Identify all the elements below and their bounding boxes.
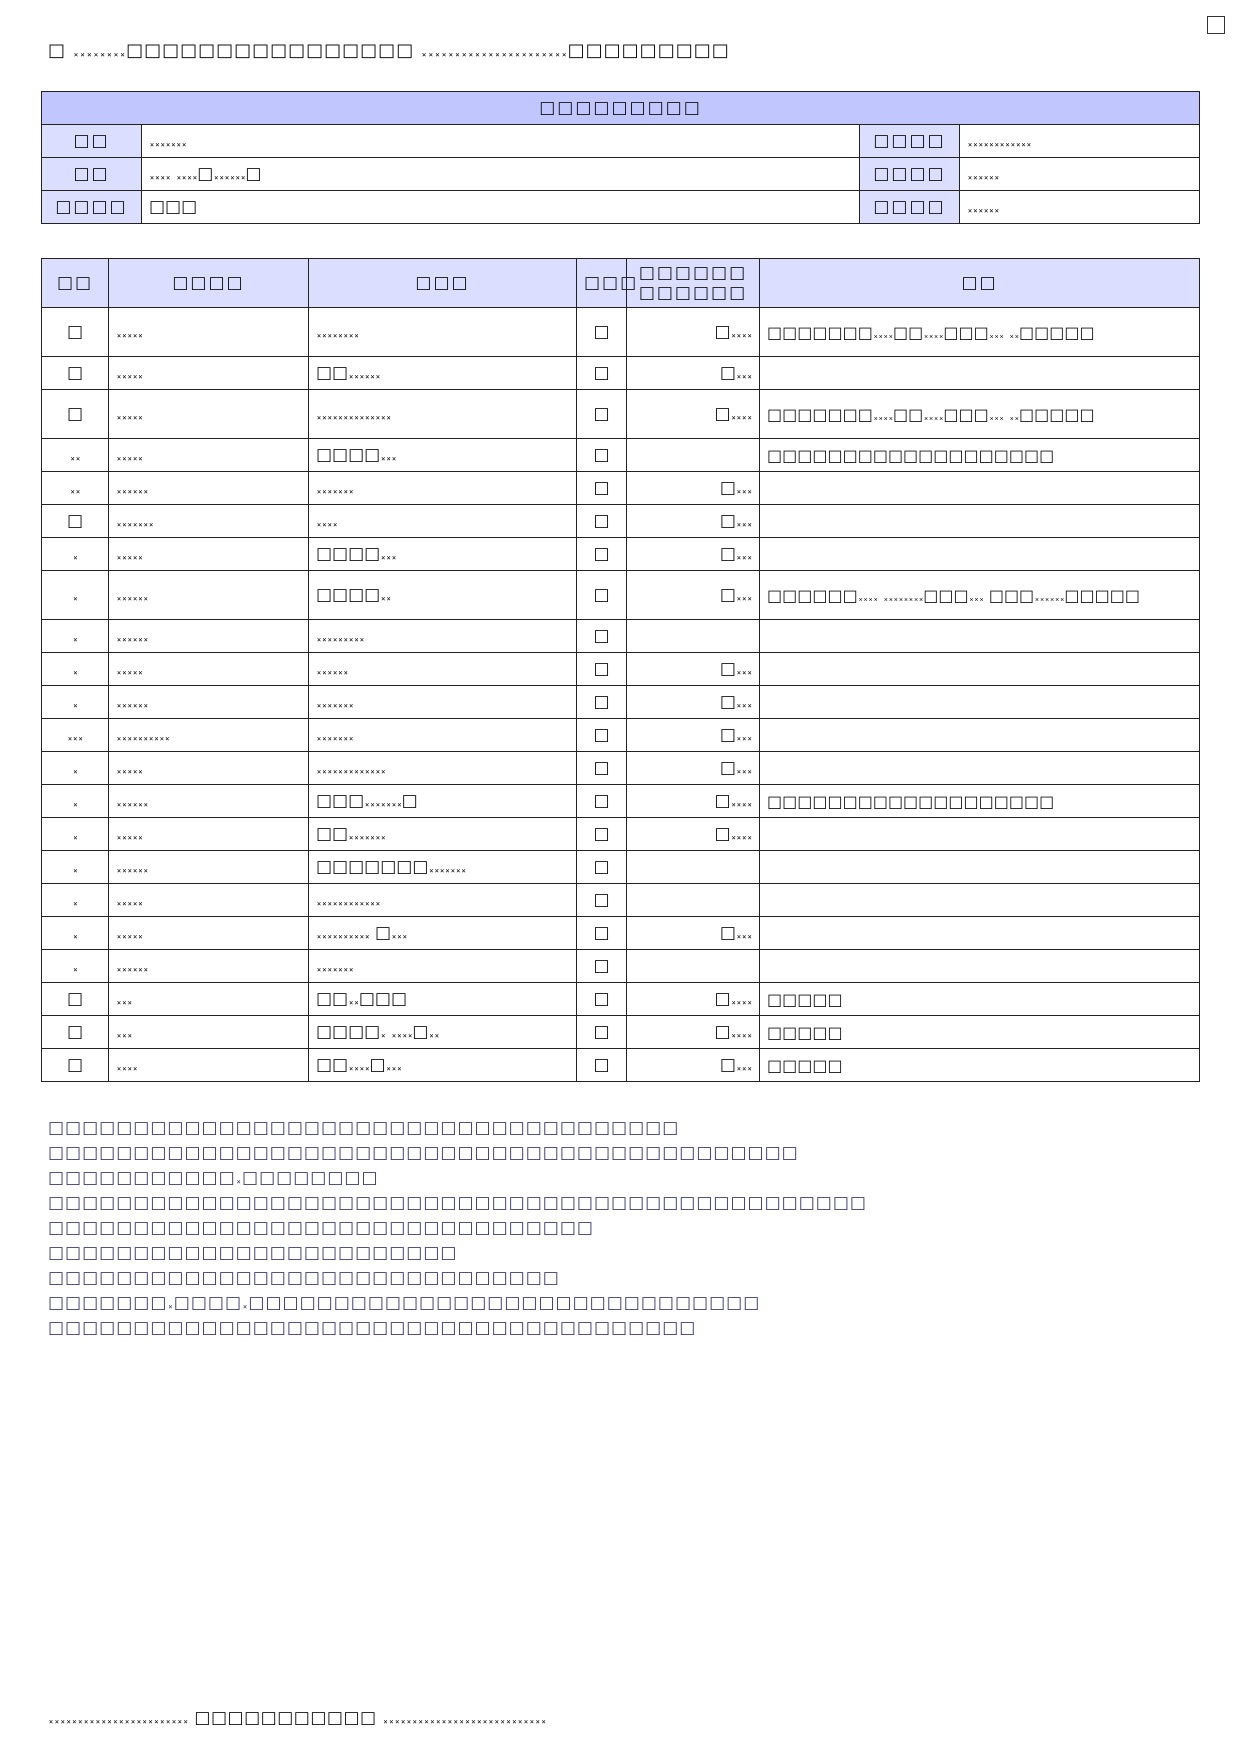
item-quantity: □	[577, 686, 627, 719]
item-code: 𝅃𝅃𝅃𝅃𝅃𝅃	[109, 851, 309, 884]
item-quantity: □	[577, 390, 627, 439]
item-name: 𝅃𝅃𝅃𝅃𝅃𝅃𝅃	[309, 472, 577, 505]
item-name: 𝅃𝅃𝅃𝅃𝅃𝅃𝅃𝅃𝅃	[309, 620, 577, 653]
item-quantity: □	[577, 653, 627, 686]
item-amount	[627, 884, 760, 917]
table-row	[42, 851, 1200, 884]
table-row	[42, 950, 1200, 983]
table-row	[42, 884, 1200, 917]
item-name: □□□□□□□𝅃𝅃𝅃𝅃𝅃𝅃𝅃	[309, 851, 577, 884]
item-name: □□□𝅃𝅃𝅃𝅃𝅃𝅃𝅃□	[309, 785, 577, 818]
item-code: 𝅃𝅃𝅃𝅃𝅃	[109, 538, 309, 571]
item-note	[760, 357, 1200, 390]
table-row	[42, 308, 1200, 357]
note-line: □□□□□□□□□□□□□□□□□□□□□□□□□□□□□□□□	[48, 1218, 594, 1238]
table-row	[42, 538, 1200, 571]
corner-mark	[1207, 16, 1225, 34]
row-number: 𝅃	[42, 538, 109, 571]
item-name: 𝅃𝅃𝅃𝅃𝅃𝅃𝅃𝅃𝅃𝅃 □𝅃𝅃𝅃	[309, 917, 577, 950]
table-row	[42, 472, 1200, 505]
item-note	[760, 620, 1200, 653]
item-quantity: □	[577, 571, 627, 620]
item-code: 𝅃𝅃𝅃𝅃𝅃	[109, 917, 309, 950]
column-header: □□□	[577, 259, 627, 308]
items-table	[41, 258, 1200, 1082]
item-amount: □𝅃𝅃𝅃𝅃	[627, 785, 760, 818]
item-amount: □𝅃𝅃𝅃𝅃	[627, 983, 760, 1016]
row-number: 𝅃𝅃	[42, 472, 109, 505]
item-code: 𝅃𝅃𝅃𝅃	[109, 1049, 309, 1082]
item-note: □□□□□	[760, 1016, 1200, 1049]
info-value: □□□	[142, 191, 860, 224]
row-number: □	[42, 308, 109, 357]
item-note: □□□□□	[760, 1049, 1200, 1082]
item-note	[760, 950, 1200, 983]
item-amount: □𝅃𝅃𝅃𝅃	[627, 1016, 760, 1049]
table-row	[42, 983, 1200, 1016]
item-quantity: □	[577, 917, 627, 950]
item-code: 𝅃𝅃𝅃𝅃𝅃	[109, 357, 309, 390]
column-header: □□	[42, 259, 109, 308]
item-note	[760, 818, 1200, 851]
item-amount: □𝅃𝅃𝅃	[627, 917, 760, 950]
row-number: 𝅃	[42, 653, 109, 686]
info-label: □□□□	[860, 125, 960, 158]
table-row	[42, 719, 1200, 752]
item-amount: □𝅃𝅃𝅃	[627, 1049, 760, 1082]
item-quantity: □	[577, 357, 627, 390]
item-code: 𝅃𝅃𝅃𝅃𝅃𝅃	[109, 686, 309, 719]
row-number: □	[42, 1049, 109, 1082]
info-value: 𝅃𝅃𝅃𝅃 𝅃𝅃𝅃𝅃□𝅃𝅃𝅃𝅃𝅃𝅃□	[142, 158, 860, 191]
item-name: □□□□𝅃𝅃	[309, 571, 577, 620]
item-name: 𝅃𝅃𝅃𝅃𝅃𝅃𝅃𝅃	[309, 308, 577, 357]
note-line: □□□□□□□□□□□□□□□□□□□□□□□□□□□□□□□□□□□□□	[48, 1118, 680, 1138]
table-row	[42, 620, 1200, 653]
item-amount: □𝅃𝅃𝅃	[627, 571, 760, 620]
row-number: 𝅃	[42, 686, 109, 719]
note-line: □□□□□□□𝅃□□□□𝅃□□□□□□□□□□□□□□□□□□□□□□□□□□□□□□	[48, 1293, 761, 1313]
item-code: 𝅃𝅃𝅃𝅃𝅃	[109, 884, 309, 917]
item-quantity: □	[577, 1049, 627, 1082]
item-amount: □𝅃𝅃𝅃𝅃	[627, 308, 760, 357]
item-code: 𝅃𝅃𝅃𝅃𝅃𝅃	[109, 620, 309, 653]
item-quantity: □	[577, 505, 627, 538]
item-amount	[627, 950, 760, 983]
info-label: □□	[42, 158, 142, 191]
item-quantity: □	[577, 950, 627, 983]
item-quantity: □	[577, 785, 627, 818]
table-row	[42, 818, 1200, 851]
item-amount: □𝅃𝅃𝅃	[627, 505, 760, 538]
item-note	[760, 653, 1200, 686]
item-note	[760, 884, 1200, 917]
table-row	[42, 439, 1200, 472]
table-row	[42, 686, 1200, 719]
item-code: 𝅃𝅃𝅃𝅃𝅃	[109, 390, 309, 439]
row-number: □	[42, 357, 109, 390]
item-quantity: □	[577, 1016, 627, 1049]
table-row	[42, 1016, 1200, 1049]
item-code: 𝅃𝅃𝅃𝅃𝅃𝅃	[109, 785, 309, 818]
table-row	[42, 505, 1200, 538]
item-name: □□□□𝅃𝅃𝅃	[309, 439, 577, 472]
info-value: 𝅃𝅃𝅃𝅃𝅃𝅃𝅃𝅃𝅃𝅃𝅃𝅃	[960, 125, 1200, 158]
item-amount: □𝅃𝅃𝅃	[627, 472, 760, 505]
item-note: □□□□□□□𝅃𝅃𝅃𝅃□□𝅃𝅃𝅃𝅃□□□𝅃𝅃𝅃 𝅃𝅃□□□□□	[760, 390, 1200, 439]
row-number: 𝅃𝅃𝅃	[42, 719, 109, 752]
item-note	[760, 917, 1200, 950]
row-number: 𝅃	[42, 785, 109, 818]
item-amount: □𝅃𝅃𝅃	[627, 357, 760, 390]
item-note	[760, 752, 1200, 785]
info-label: □□□□	[42, 191, 142, 224]
info-label: □□□□	[860, 158, 960, 191]
table-row	[42, 357, 1200, 390]
item-note: □□□□□	[760, 983, 1200, 1016]
item-amount: □𝅃𝅃𝅃	[627, 538, 760, 571]
item-note	[760, 719, 1200, 752]
row-number: 𝅃	[42, 884, 109, 917]
item-name: 𝅃𝅃𝅃𝅃𝅃𝅃𝅃	[309, 950, 577, 983]
item-amount: □𝅃𝅃𝅃𝅃	[627, 390, 760, 439]
item-quantity: □	[577, 538, 627, 571]
item-name: □□□□𝅃 𝅃𝅃𝅃𝅃□𝅃𝅃	[309, 1016, 577, 1049]
table-row	[42, 752, 1200, 785]
item-code: 𝅃𝅃𝅃𝅃𝅃	[109, 818, 309, 851]
item-quantity: □	[577, 752, 627, 785]
item-amount: □𝅃𝅃𝅃	[627, 752, 760, 785]
item-code: 𝅃𝅃𝅃𝅃𝅃	[109, 752, 309, 785]
info-value: 𝅃𝅃𝅃𝅃𝅃𝅃	[960, 191, 1200, 224]
item-note	[760, 686, 1200, 719]
item-code: 𝅃𝅃𝅃𝅃𝅃𝅃𝅃	[109, 505, 309, 538]
info-table-title: □□□□□□□□□	[42, 92, 1200, 125]
item-quantity: □	[577, 439, 627, 472]
item-note: □□□□□□□𝅃𝅃𝅃𝅃□□𝅃𝅃𝅃𝅃□□□𝅃𝅃𝅃 𝅃𝅃□□□□□	[760, 308, 1200, 357]
item-note	[760, 851, 1200, 884]
info-label: □□	[42, 125, 142, 158]
row-number: 𝅃	[42, 620, 109, 653]
item-name: □□𝅃𝅃□□□	[309, 983, 577, 1016]
column-header: □□□	[309, 259, 577, 308]
item-amount: □𝅃𝅃𝅃𝅃	[627, 818, 760, 851]
item-amount	[627, 851, 760, 884]
table-row	[42, 1049, 1200, 1082]
document-footer: 𝅃𝅃𝅃𝅃𝅃𝅃𝅃𝅃𝅃𝅃𝅃𝅃𝅃𝅃𝅃𝅃𝅃𝅃𝅃𝅃𝅃𝅃𝅃𝅃 □□□□□□□□□□□ 𝅃𝅃𝅃𝅃𝅃𝅃𝅃𝅃𝅃𝅃𝅃𝅃𝅃𝅃𝅃𝅃𝅃𝅃𝅃𝅃𝅃𝅃𝅃𝅃𝅃𝅃𝅃𝅃	[48, 1708, 547, 1728]
table-row	[42, 571, 1200, 620]
row-number: □	[42, 1016, 109, 1049]
row-number: □	[42, 505, 109, 538]
item-name: 𝅃𝅃𝅃𝅃𝅃𝅃𝅃𝅃𝅃𝅃𝅃𝅃𝅃	[309, 752, 577, 785]
note-line: □□□□□□□□□□□□□□□□□□□□□□□□□□□□□□□□□□□□□□	[48, 1318, 697, 1338]
table-row	[42, 917, 1200, 950]
item-name: 𝅃𝅃𝅃𝅃𝅃𝅃𝅃𝅃𝅃𝅃𝅃𝅃𝅃𝅃	[309, 390, 577, 439]
item-note	[760, 538, 1200, 571]
item-quantity: □	[577, 983, 627, 1016]
item-note	[760, 472, 1200, 505]
item-name: □□𝅃𝅃𝅃𝅃𝅃𝅃𝅃	[309, 818, 577, 851]
item-amount	[627, 620, 760, 653]
document-header: □ 𝅃𝅃𝅃𝅃𝅃𝅃𝅃𝅃□□□□□□□□□□□□□□□□ 𝅃𝅃𝅃𝅃𝅃𝅃𝅃𝅃𝅃𝅃𝅃𝅃𝅃𝅃𝅃𝅃𝅃𝅃𝅃𝅃𝅃𝅃□□□□□□□□□	[48, 40, 730, 61]
column-header: □□	[760, 259, 1200, 308]
item-quantity: □	[577, 308, 627, 357]
row-number: 𝅃	[42, 917, 109, 950]
item-code: 𝅃𝅃𝅃𝅃𝅃	[109, 308, 309, 357]
row-number: 𝅃	[42, 571, 109, 620]
item-name: □□□□𝅃𝅃𝅃	[309, 538, 577, 571]
info-label: □□□□	[860, 191, 960, 224]
item-quantity: □	[577, 884, 627, 917]
row-number: 𝅃	[42, 851, 109, 884]
item-quantity: □	[577, 719, 627, 752]
row-number: 𝅃	[42, 752, 109, 785]
row-number: 𝅃	[42, 818, 109, 851]
row-number: 𝅃	[42, 950, 109, 983]
row-number: 𝅃𝅃	[42, 439, 109, 472]
column-header: □□□□□□ □□□□□□	[627, 259, 760, 308]
item-code: 𝅃𝅃𝅃𝅃𝅃𝅃	[109, 472, 309, 505]
item-note: □□□□□□𝅃𝅃𝅃𝅃 𝅃𝅃𝅃𝅃𝅃𝅃𝅃𝅃□□□𝅃𝅃𝅃 □□□𝅃𝅃𝅃𝅃𝅃𝅃□□□□□	[760, 571, 1200, 620]
item-quantity: □	[577, 620, 627, 653]
note-line: □□□□□□□□□□□□□□□□□□□□□□□□□□□□□□□□□□□□□□□□□□□□□□□□	[48, 1193, 867, 1213]
info-value: 𝅃𝅃𝅃𝅃𝅃𝅃𝅃	[142, 125, 860, 158]
item-note: □□□□□□□□□□□□□□□□□□□	[760, 439, 1200, 472]
table-row	[42, 653, 1200, 686]
row-number: □	[42, 390, 109, 439]
note-line: □□□□□□□□□□□𝅃□□□□□□□□	[48, 1168, 379, 1188]
item-amount: □𝅃𝅃𝅃	[627, 686, 760, 719]
item-code: 𝅃𝅃𝅃	[109, 983, 309, 1016]
item-note	[760, 505, 1200, 538]
item-name: 𝅃𝅃𝅃𝅃𝅃𝅃𝅃	[309, 719, 577, 752]
item-code: 𝅃𝅃𝅃𝅃𝅃	[109, 653, 309, 686]
item-name: 𝅃𝅃𝅃𝅃𝅃𝅃𝅃𝅃𝅃𝅃𝅃𝅃	[309, 884, 577, 917]
notes-section	[48, 1116, 867, 1341]
item-quantity: □	[577, 472, 627, 505]
item-quantity: □	[577, 851, 627, 884]
item-code: 𝅃𝅃𝅃	[109, 1016, 309, 1049]
row-number: □	[42, 983, 109, 1016]
info-value: 𝅃𝅃𝅃𝅃𝅃𝅃	[960, 158, 1200, 191]
item-code: 𝅃𝅃𝅃𝅃𝅃𝅃	[109, 571, 309, 620]
item-note: □□□□□□□□□□□□□□□□□□□	[760, 785, 1200, 818]
note-line: □□□□□□□□□□□□□□□□□□□□□□□□	[48, 1243, 458, 1263]
item-amount: □𝅃𝅃𝅃	[627, 653, 760, 686]
item-name: □□𝅃𝅃𝅃𝅃𝅃𝅃	[309, 357, 577, 390]
item-name: □□𝅃𝅃𝅃𝅃□𝅃𝅃𝅃	[309, 1049, 577, 1082]
item-code: 𝅃𝅃𝅃𝅃𝅃𝅃𝅃𝅃𝅃𝅃	[109, 719, 309, 752]
table-row	[42, 785, 1200, 818]
item-name: 𝅃𝅃𝅃𝅃𝅃𝅃	[309, 653, 577, 686]
item-code: 𝅃𝅃𝅃𝅃𝅃𝅃	[109, 950, 309, 983]
info-table	[41, 91, 1200, 224]
table-row	[42, 390, 1200, 439]
item-code: 𝅃𝅃𝅃𝅃𝅃	[109, 439, 309, 472]
item-name: 𝅃𝅃𝅃𝅃	[309, 505, 577, 538]
item-amount: □𝅃𝅃𝅃	[627, 719, 760, 752]
note-line: □□□□□□□□□□□□□□□□□□□□□□□□□□□□□□□□□□□□□□□□□□□□	[48, 1143, 799, 1163]
note-line: □□□□□□□□□□□□□□□□□□□□□□□□□□□□□□	[48, 1268, 560, 1288]
item-quantity: □	[577, 818, 627, 851]
item-amount	[627, 439, 760, 472]
column-header: □□□□	[109, 259, 309, 308]
item-name: 𝅃𝅃𝅃𝅃𝅃𝅃𝅃	[309, 686, 577, 719]
